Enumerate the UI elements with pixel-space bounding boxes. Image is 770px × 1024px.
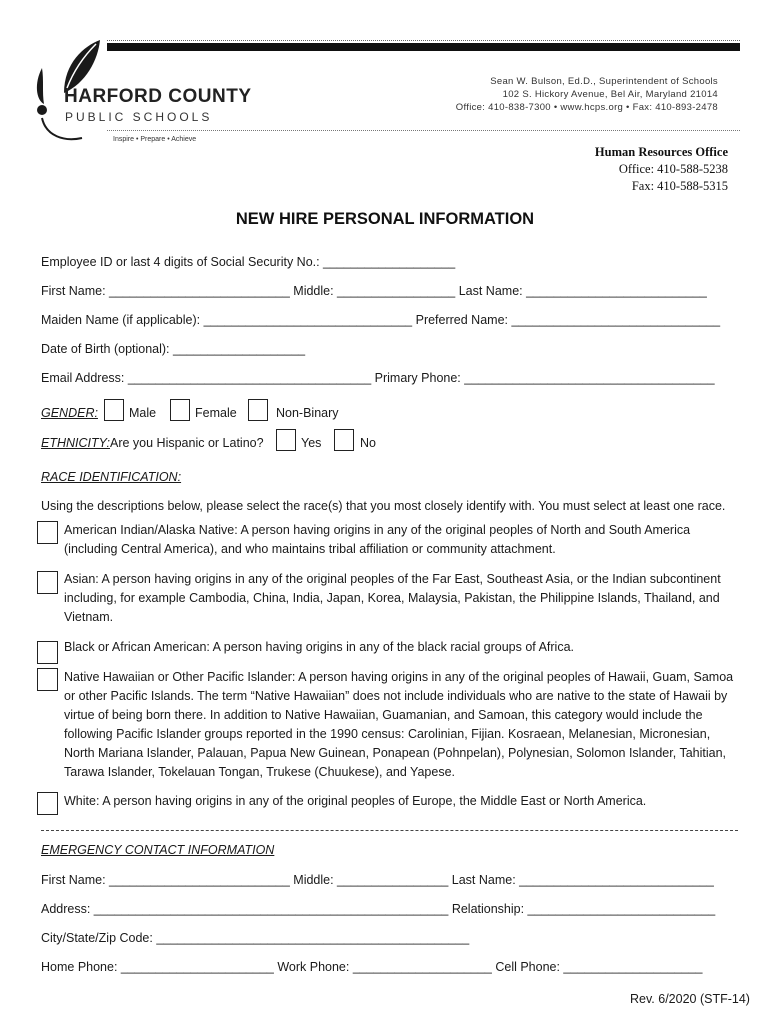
- org-name: HARFORD COUNTY: [64, 86, 252, 107]
- race-white-text: White: A person having origins in any of the original peoples of Europe, the Middle East or North America.: [64, 794, 647, 808]
- ethnicity-yes-label: Yes: [301, 436, 322, 450]
- hr-office-phone: Office: 410-588-5238: [618, 162, 728, 176]
- race-american-indian-text: American Indian/Alaska Native: A person having origins in any of the original peoples of North and South America (including Central America), and who maintains tribal affiliation or community attachment.: [64, 523, 691, 556]
- gender-male-checkbox[interactable]: [104, 399, 124, 421]
- header-dotted-rule: [107, 40, 740, 41]
- header-bottom-rule: [107, 130, 740, 131]
- race-white-checkbox[interactable]: [37, 792, 58, 815]
- ethnicity-label: ETHNICITY:: [41, 436, 110, 450]
- ethnicity-no-checkbox[interactable]: [334, 429, 354, 451]
- race-asian-checkbox[interactable]: [37, 571, 58, 594]
- gender-male-label: Male: [129, 406, 157, 420]
- name-fields[interactable]: First Name: __________________________ Middle: _________________ Last Name: __________________________: [41, 284, 707, 298]
- ethnicity-no-label: No: [360, 436, 376, 450]
- page-title: NEW HIRE PERSONAL INFORMATION: [235, 210, 535, 228]
- race-pacific-islander-text: Native Hawaiian or Other Pacific Islander: A person having origins in any of the original peoples of Hawaii, Guam, Samoa or other Pacific Islands. The term “Native Hawaiian” does not include individuals who are native to the state of Hawaii by virtue of being born there. In addition to Native Hawaiian, Guamanian, and Samoan, this category would include the following Pacific Islander groups reported in the 1990 census: Carolinian, Fijian. Kosraean, Melanesian, Micronesian, North Mariana Islander, Palauan, Papua New Guinean, Ponapean (Pohnpelan), Polynesian, Solomon Islander, Tahitian, Tarawa Islander, Tokelauan Tongan, Trukese (Chuukese), and Yapese.: [64, 670, 734, 779]
- dob-field[interactable]: Date of Birth (optional): ___________________: [41, 342, 306, 356]
- race-asian-text: Asian: A person having origins in any of the original peoples of the Far East, Southeast Asia, or the Indian subcontinent including, for example Cambodia, China, India, Japan, Korea, Malaysia, Pakistan, the Philippine Islands, Thailand, and Vietnam.: [64, 572, 721, 624]
- emergency-city-field[interactable]: City/State/Zip Code: _____________________________________________: [41, 931, 470, 945]
- race-american-indian-checkbox[interactable]: [37, 521, 58, 544]
- header-bar: [107, 43, 740, 51]
- gender-nonbinary-checkbox[interactable]: [248, 399, 268, 421]
- contact-line-2: 102 S. Hickory Avenue, Bel Air, Maryland 21014: [502, 89, 718, 100]
- emergency-phone-fields[interactable]: Home Phone: ______________________ Work Phone: ____________________ Cell Phone: ____________________: [41, 960, 703, 974]
- contact-line-1: Sean W. Bulson, Ed.D., Superintendent of Schools: [490, 76, 718, 87]
- revision-footer: Rev. 6/2020 (STF-14): [630, 992, 750, 1006]
- gender-female-label: Female: [195, 406, 237, 420]
- race-pacific-islander-checkbox[interactable]: [37, 668, 58, 691]
- section-divider: [41, 830, 738, 831]
- race-black-text: Black or African American: A person having origins in any of the black racial groups of Africa.: [64, 640, 574, 654]
- hr-office-title: Human Resources Office: [594, 145, 728, 159]
- emergency-name-fields[interactable]: First Name: __________________________ Middle: ________________ Last Name: ____________________________: [41, 873, 714, 887]
- gender-label: GENDER:: [41, 406, 98, 420]
- race-label: RACE IDENTIFICATION:: [41, 470, 182, 484]
- contact-line-3: Office: 410-838-7300 • www.hcps.org • Fax: 410-893-2478: [455, 102, 718, 113]
- email-phone-fields[interactable]: Email Address: ___________________________________ Primary Phone: ____________________________________: [41, 371, 715, 385]
- gender-female-checkbox[interactable]: [170, 399, 190, 421]
- ethnicity-question: Are you Hispanic or Latino?: [110, 436, 264, 450]
- emergency-label: EMERGENCY CONTACT INFORMATION: [41, 843, 275, 857]
- employee-id-field[interactable]: Employee ID or last 4 digits of Social Security No.: ___________________: [41, 255, 456, 269]
- org-subname: PUBLIC SCHOOLS: [65, 110, 213, 124]
- ethnicity-yes-checkbox[interactable]: [276, 429, 296, 451]
- race-instructions: Using the descriptions below, please select the race(s) that you most closely identify with. You must select at least one race.: [41, 499, 726, 513]
- gender-nonbinary-label: Non-Binary: [276, 406, 339, 420]
- maiden-preferred-fields[interactable]: Maiden Name (if applicable): ______________________________ Preferred Name: ______________________________: [41, 313, 721, 327]
- race-black-checkbox[interactable]: [37, 641, 58, 664]
- org-tagline: Inspire • Prepare • Achieve: [113, 136, 197, 143]
- emergency-address-fields[interactable]: Address: ___________________________________________________ Relationship: ___________________________: [41, 902, 716, 916]
- hr-office-fax: Fax: 410-588-5315: [631, 179, 728, 193]
